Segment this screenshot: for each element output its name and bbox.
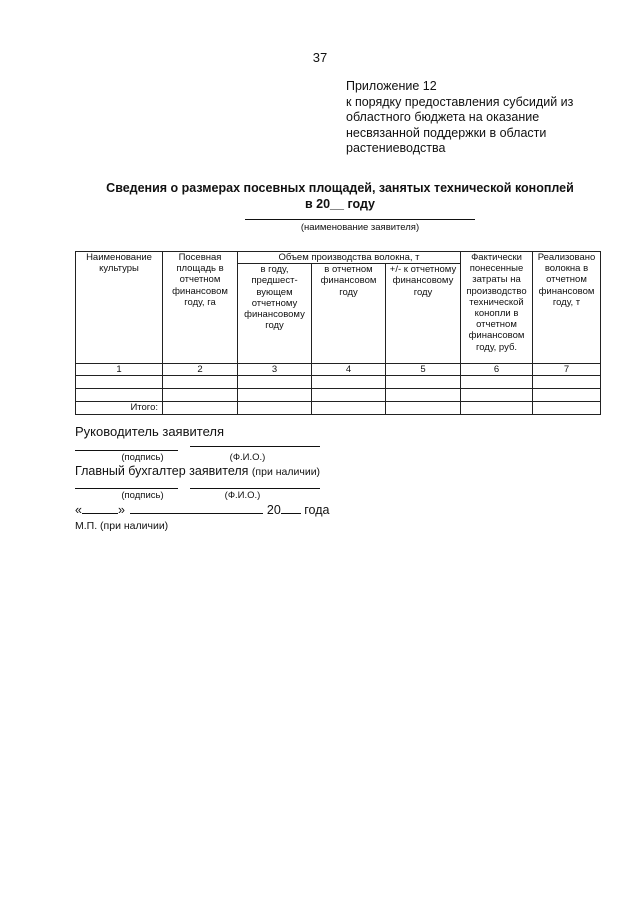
applicant-name-line: [245, 219, 475, 220]
date-close-quote: »: [117, 503, 125, 517]
date-month-blank: [130, 513, 263, 514]
column-number: 6: [461, 364, 533, 376]
stamp-place: М.П. (при наличии): [75, 520, 169, 532]
appendix-line: к порядку предоставления субсидий из: [346, 94, 574, 109]
title-line-2: в 20__ году: [305, 197, 375, 211]
head-title: Руководитель заявителя: [75, 424, 224, 439]
appendix-line: растениеводства: [346, 141, 446, 156]
accountant-title-text: Главный бухгалтер заявителя: [75, 464, 249, 478]
column-number: 4: [312, 364, 386, 376]
head-signature-line: [75, 450, 178, 451]
header-sown-area: Посевная площадь в отчетном финансовом году, га: [163, 252, 238, 364]
header-fiber-volume: Объем производства волокна, т: [238, 252, 461, 264]
header-actual-costs: Фактически понесенные затраты на производство технической конопли в отчетном финансовом году, руб.: [461, 252, 533, 364]
appendix-line: областного бюджета на оказание: [346, 110, 540, 125]
appendix-block: [346, 79, 616, 157]
column-number: 1: [76, 364, 163, 376]
page-number: 37: [312, 50, 328, 65]
date-open-quote: «: [75, 503, 82, 517]
document-title: [60, 180, 620, 212]
header-change: +/- к отчетному финансовому году: [386, 264, 461, 364]
accountant-name-caption: (Ф.И.О.): [224, 490, 261, 501]
title-line-1: Сведения о размерах посевных площадей, занятых технической коноплей: [106, 181, 574, 195]
head-name-caption: (Ф.И.О.): [229, 452, 266, 463]
header-crop-name: Наименование культуры: [76, 252, 163, 364]
accountant-sign-caption: (подпись): [121, 490, 164, 501]
head-sign-caption: (подпись): [121, 452, 164, 463]
column-number: 3: [238, 364, 312, 376]
header-reporting-year: в отчетном финансовом году: [312, 264, 386, 364]
data-table: [75, 251, 601, 415]
date-row: [75, 503, 329, 517]
table-row: [76, 376, 601, 389]
accountant-name-line: [190, 488, 320, 489]
date-year-blank: [281, 513, 301, 514]
date-day-blank: [82, 513, 118, 514]
column-number: 2: [163, 364, 238, 376]
column-number: 7: [533, 364, 601, 376]
table-row: [76, 389, 601, 402]
date-year-prefix: 20: [266, 503, 281, 517]
appendix-line: Приложение 12: [346, 79, 437, 93]
total-row: [76, 402, 601, 415]
column-number: 5: [386, 364, 461, 376]
head-name-line: [190, 446, 320, 447]
header-fiber-sold: Реализовано волокна в отчетном финансовом году, т: [533, 252, 601, 364]
header-previous-year: в году, предшест-вующем отчетному финансовому году: [238, 264, 312, 364]
date-word: года: [304, 503, 330, 517]
accountant-signature-line: [75, 488, 178, 489]
accountant-note: (при наличии): [251, 466, 321, 478]
accountant-title: [75, 464, 320, 478]
appendix-line: несвязанной поддержки в области: [346, 125, 547, 140]
applicant-caption: (наименование заявителя): [300, 222, 420, 233]
total-label: Итого:: [76, 402, 163, 415]
column-numbers-row: [76, 364, 601, 376]
